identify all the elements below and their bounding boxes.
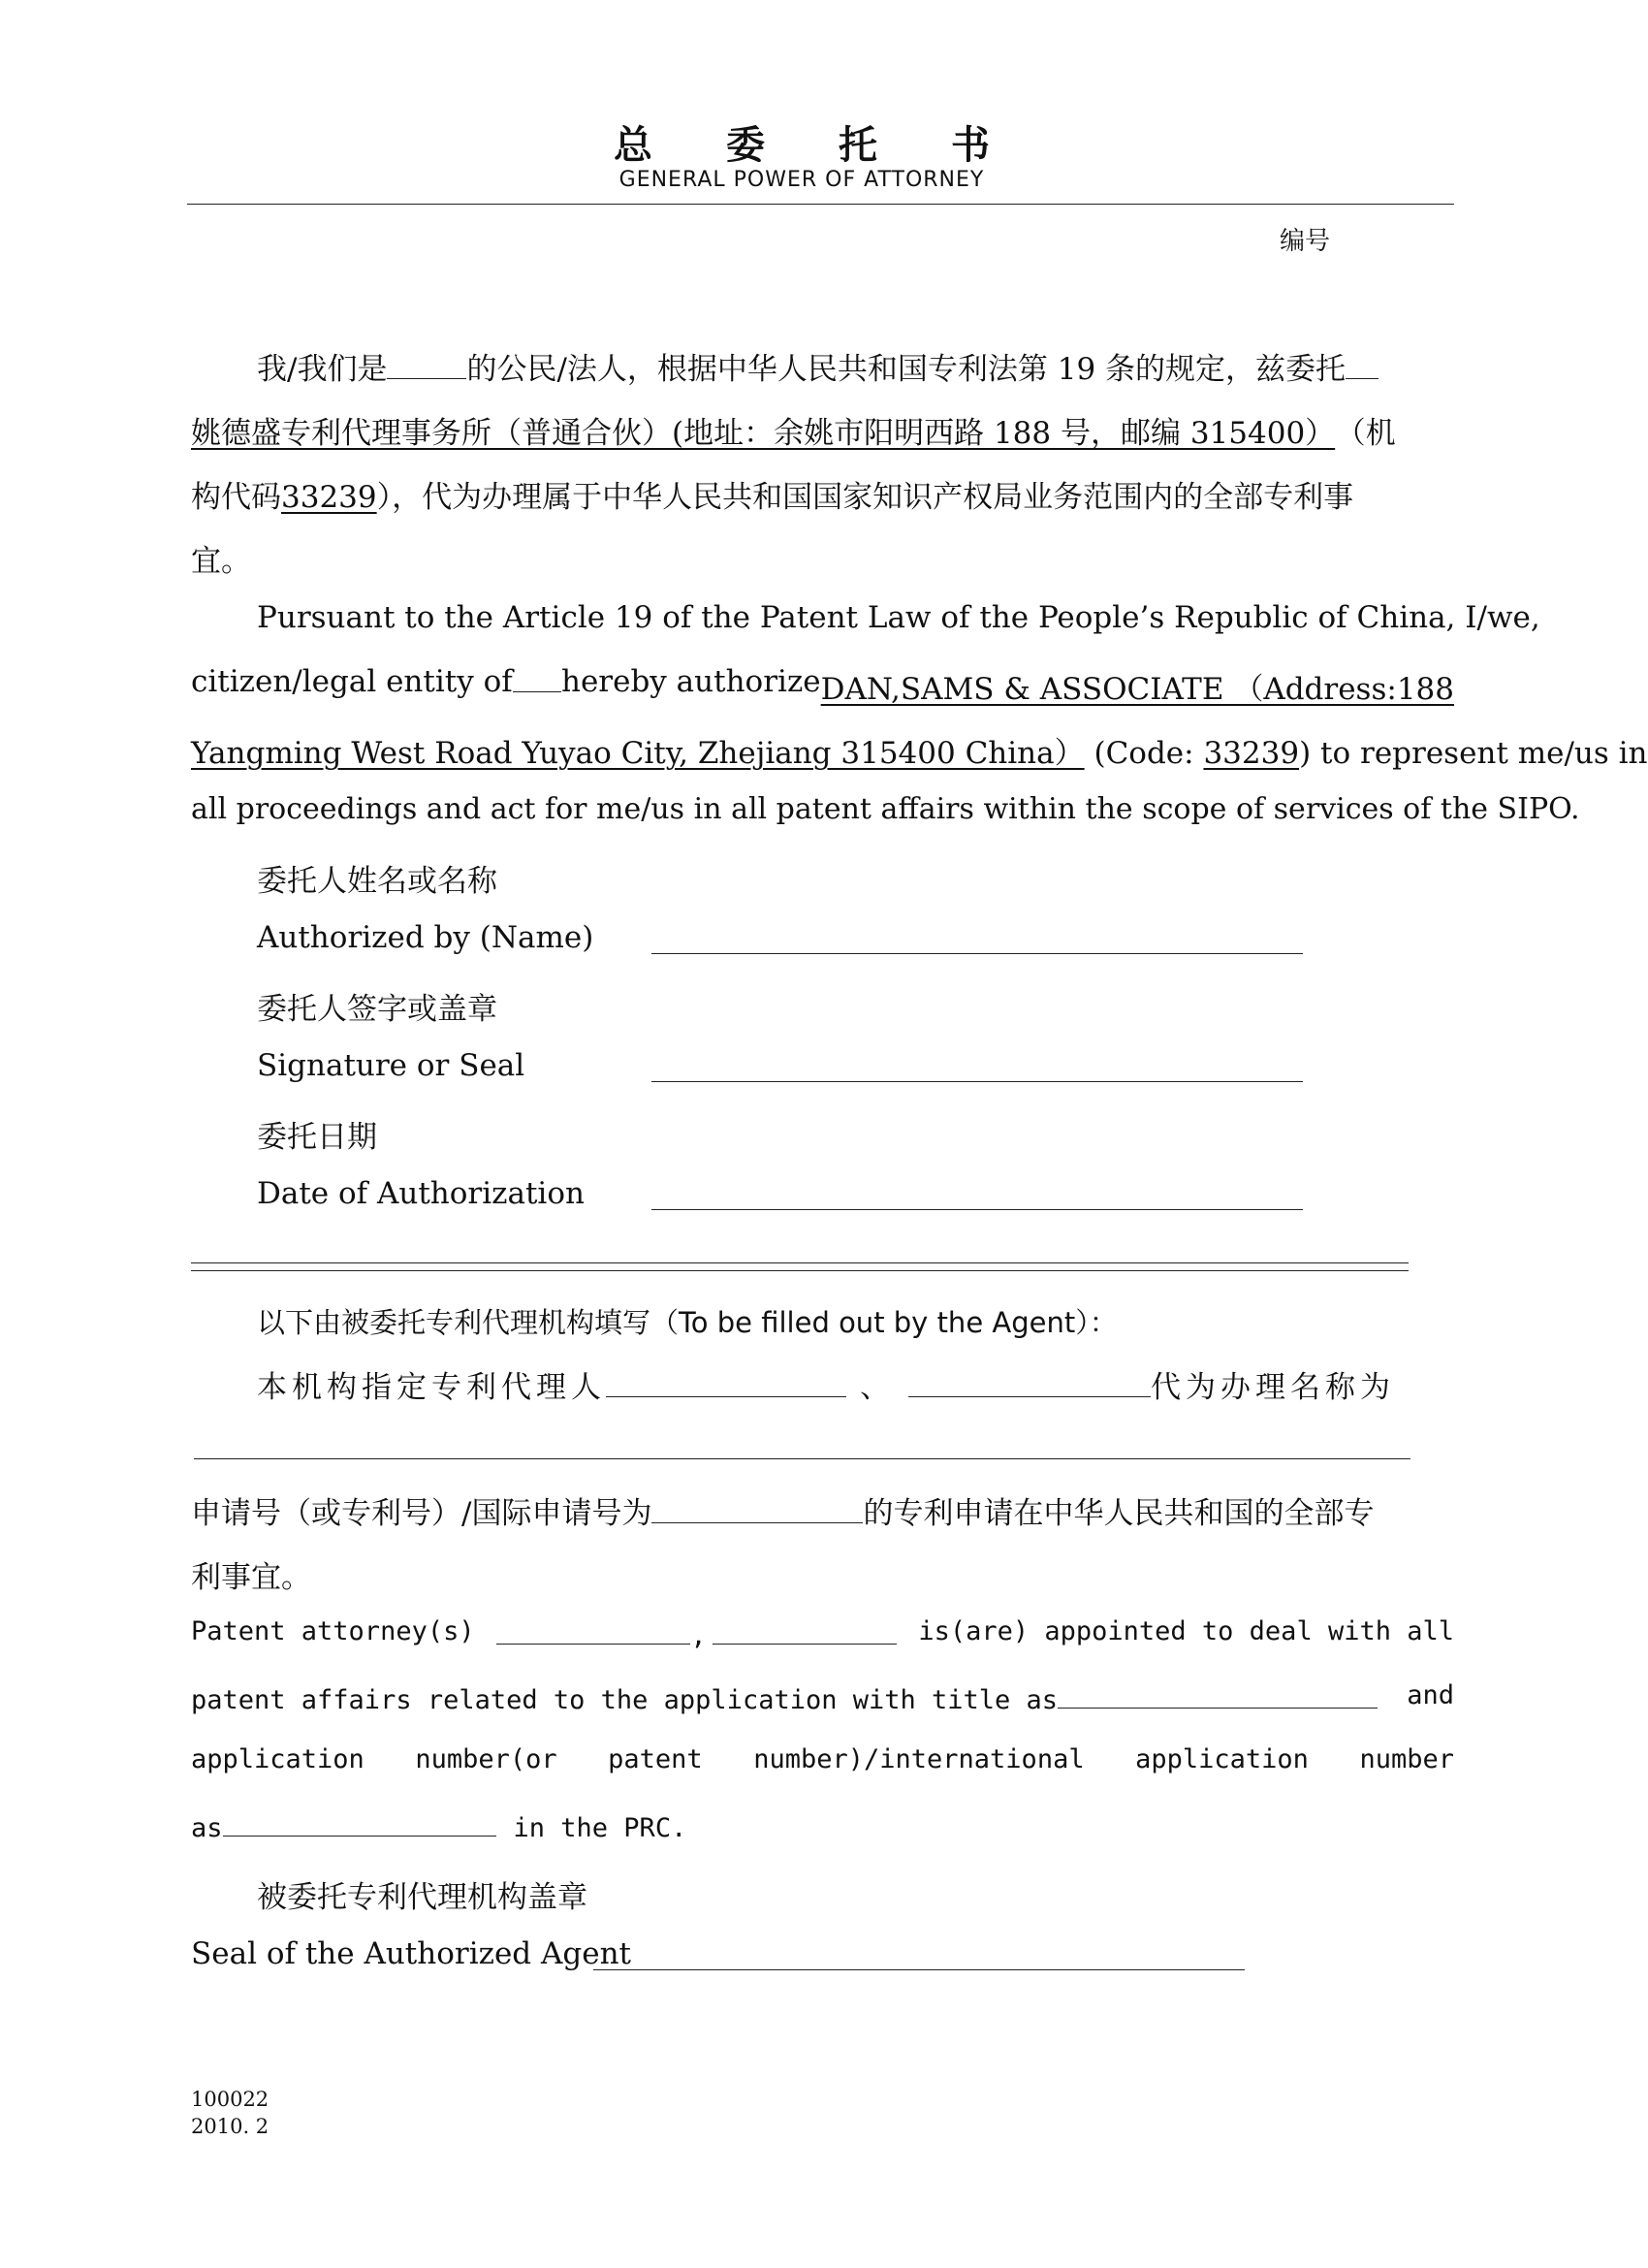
text: patent affairs related to the application with title as (191, 1685, 1059, 1715)
text: 的专利申请在中华人民共和国的全部专 (863, 1496, 1375, 1531)
text: and (1407, 1680, 1454, 1710)
attorney2-blank[interactable] (908, 1369, 1151, 1397)
application-number-blank[interactable] (651, 1495, 863, 1523)
text: 本机构指定专利代理人 (257, 1370, 606, 1405)
signature-label-cn: 委托人签字或盖章 (257, 992, 497, 1027)
form-code: 100022 (191, 2088, 269, 2111)
name-field[interactable] (651, 953, 1303, 954)
attorney1-en-blank[interactable] (496, 1616, 690, 1645)
text: 构代码 (191, 480, 281, 515)
text: number(or (415, 1744, 557, 1774)
text: in the PRC. (513, 1813, 687, 1843)
para-en-line3 (191, 728, 1648, 772)
agency-name-en: DAN,SAMS & ASSOCIATE （Address:188 (820, 672, 1454, 707)
nationality-blank[interactable] (387, 351, 466, 379)
title-char: 书 (951, 123, 990, 168)
para-en-line2 (191, 664, 1454, 708)
date-field[interactable] (651, 1209, 1303, 1210)
text: （机 (1350, 416, 1396, 451)
agent-en-line4 (191, 1808, 686, 1843)
number-label: 编号 (1280, 227, 1331, 256)
agency-name-cn: 姚德盛专利代理事务所（普通合伙）(地址：余姚市阳明西路 188 号，邮编 315400） (191, 416, 1336, 451)
text: (Code: (1093, 736, 1204, 771)
text: 代为办理名称为 (1151, 1370, 1395, 1405)
text: as (191, 1813, 223, 1843)
para-cn-line2 (191, 408, 1396, 452)
agent-en-line1 (191, 1616, 1454, 1651)
agent-cn-line3: 利事宜。 (191, 1560, 311, 1595)
seal-label-cn: 被委托专利代理机构盖章 (257, 1880, 587, 1915)
title-en-blank[interactable] (1058, 1680, 1378, 1709)
agent-section-intro: 以下由被委托专利代理机构填写（To be filled out by the Agent）： (257, 1306, 1118, 1339)
text: ) to represent me/us in (1299, 736, 1648, 771)
text: application (1135, 1744, 1309, 1774)
attorney1-blank[interactable] (606, 1369, 846, 1397)
signature-label-en: Signature or Seal (257, 1048, 525, 1083)
text: hereby authorize (560, 664, 821, 699)
text: Patent attorney(s) (191, 1616, 475, 1646)
date-label-cn: 委托日期 (257, 1120, 377, 1155)
date-label-en: Date of Authorization (257, 1176, 585, 1211)
para-en-line4: all proceedings and act for me/us in all patent affairs within the scope of services of the SIPO. (191, 792, 1580, 826)
agent-en-line2 (191, 1680, 1454, 1715)
agent-cn-line2 (191, 1488, 1374, 1532)
para-cn-line4: 宜。 (191, 544, 251, 579)
text: 我/我们是 (257, 352, 388, 387)
agency-blank (1346, 351, 1379, 379)
agent-cn-line1 (257, 1362, 1395, 1406)
name-label-cn: 委托人姓名或名称 (257, 864, 497, 899)
text: 的公民/法人，根据中华人民共和国专利法第 19 条的规定，兹委托 (466, 352, 1347, 387)
agent-en-line3 (191, 1744, 1454, 1774)
para-cn-line1 (257, 344, 1379, 388)
signature-field[interactable] (651, 1081, 1303, 1082)
text: number (1359, 1744, 1454, 1774)
document-title-cn (0, 114, 1603, 170)
title-field[interactable] (194, 1458, 1410, 1459)
seal-label-en: Seal of the Authorized Agent (191, 1936, 631, 1971)
text: 、 (860, 1370, 895, 1405)
para-en-line1: Pursuant to the Article 19 of the Patent Law of the People’s Republic of China, I/we, (257, 600, 1540, 635)
title-char: 委 (726, 123, 765, 168)
text: number)/international (753, 1744, 1085, 1774)
form-version: 2010. 2 (191, 2115, 269, 2138)
document-title-en: GENERAL POWER OF ATTORNEY (618, 168, 985, 192)
text: ），代为办理属于中华人民共和国国家知识产权局业务范围内的全部专利事 (376, 480, 1354, 515)
text: is(are) appointed to deal with all (918, 1616, 1454, 1646)
text: application (191, 1744, 364, 1774)
section-divider-top (191, 1262, 1409, 1263)
section-divider-bottom (191, 1270, 1409, 1271)
number-en-blank[interactable] (223, 1808, 496, 1837)
agency-code: 33239 (281, 480, 377, 515)
para-cn-line3 (191, 472, 1353, 516)
agency-address-en: Yangming West Road Yuyao City, Zhejiang 315400 China） (191, 736, 1085, 771)
text: patent (608, 1744, 703, 1774)
text: , (690, 1621, 707, 1651)
text: citizen/legal entity of (191, 664, 513, 699)
entity-blank[interactable] (513, 664, 561, 692)
header-rule (187, 204, 1454, 205)
name-label-en: Authorized by (Name) (257, 920, 594, 955)
title-char: 托 (839, 123, 877, 168)
agency-code-en: 33239 (1203, 736, 1300, 771)
attorney2-en-blank[interactable] (713, 1616, 897, 1645)
title-char: 总 (614, 123, 652, 168)
text: 申请号（或专利号）/国际申请号为 (191, 1496, 652, 1531)
seal-field[interactable] (593, 1969, 1245, 1970)
